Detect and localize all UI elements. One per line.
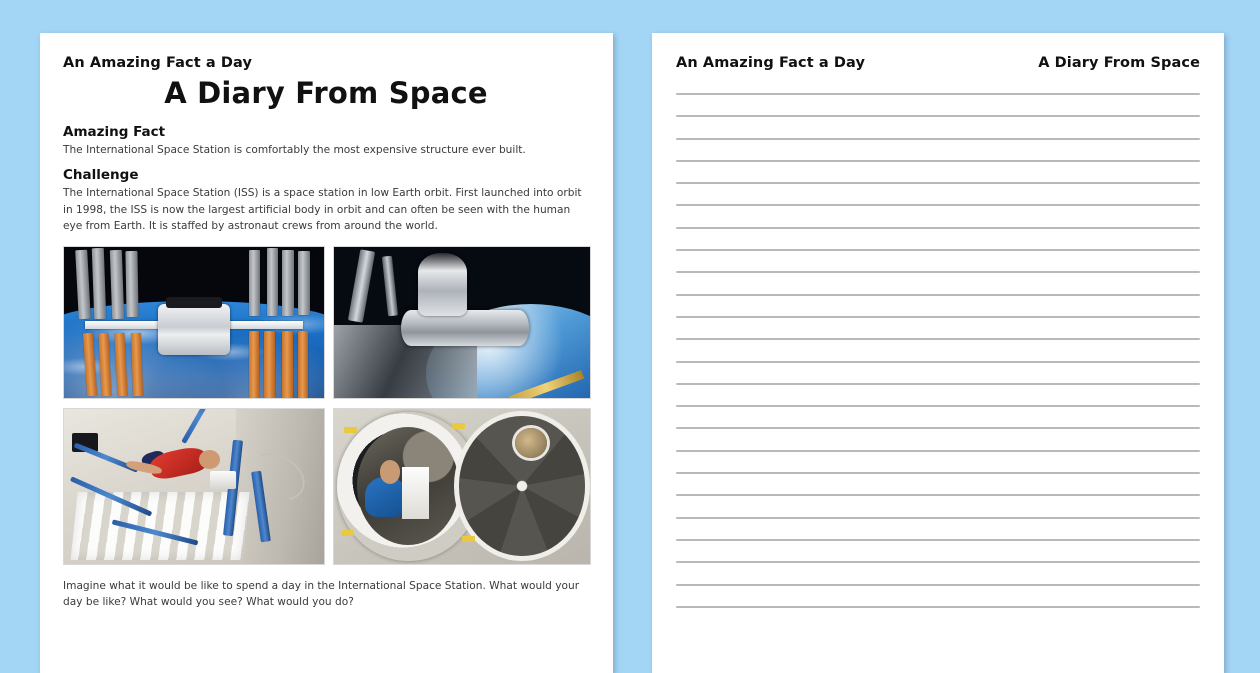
solar-panel-dark-2 <box>91 248 105 319</box>
writing-line <box>676 584 1200 586</box>
writing-line <box>676 294 1200 296</box>
solar-panel-dark-4 <box>126 251 139 318</box>
astronaut-red-shirt-photo <box>63 408 325 565</box>
writing-line <box>676 472 1200 474</box>
writing-line <box>676 517 1200 519</box>
white-cargo-box <box>210 471 236 490</box>
writing-line <box>676 539 1200 541</box>
writing-line <box>676 204 1200 206</box>
iss-module-closeup-photo <box>333 246 591 399</box>
writing-line <box>676 138 1200 140</box>
pressurized-module <box>401 310 529 346</box>
iss-over-earth-photo <box>63 246 325 399</box>
solar-panel-dark-3 <box>110 249 124 319</box>
solar-panel-orange-6 <box>264 331 274 397</box>
writing-line <box>676 361 1200 363</box>
solar-panel-orange-4 <box>130 333 143 397</box>
writing-line <box>676 227 1200 229</box>
page-title: A Diary From Space <box>164 76 488 110</box>
left-page-content <box>40 33 613 610</box>
writing-line <box>676 405 1200 407</box>
astronaut-hatch-photo <box>333 408 591 565</box>
writing-line <box>676 450 1200 452</box>
right-page-header <box>676 55 1200 71</box>
yellow-marker-3 <box>342 530 355 536</box>
cargo-floor-stowage <box>71 492 250 560</box>
writing-line <box>676 561 1200 563</box>
writing-line <box>676 160 1200 162</box>
challenge-heading: Challenge <box>63 167 139 184</box>
writing-line <box>676 383 1200 385</box>
right-page-title: A Diary From Space <box>1038 55 1200 71</box>
white-equipment-panel <box>402 467 429 519</box>
right-page-content <box>652 33 1224 608</box>
yellow-marker-4 <box>462 536 475 542</box>
writing-line <box>676 249 1200 251</box>
writing-line <box>676 316 1200 318</box>
worksheet-page-right <box>652 33 1224 673</box>
yellow-marker-2 <box>452 423 465 429</box>
solar-panel-orange-5 <box>249 331 259 397</box>
solar-panel-dark-8 <box>298 251 310 314</box>
solar-panel-orange-8 <box>298 331 308 397</box>
writing-line <box>676 115 1200 117</box>
writing-line <box>676 271 1200 273</box>
worksheet-page-left <box>40 33 613 673</box>
writing-line <box>676 182 1200 184</box>
right-page-kicker: An Amazing Fact a Day <box>676 55 866 71</box>
solar-panel-dark-6 <box>267 248 279 316</box>
solar-panel-dark-7 <box>282 250 294 316</box>
amazing-fact-text: The International Space Station is comfortably the most expensive structure ever built. <box>63 144 526 156</box>
amazing-fact-heading: Amazing Fact <box>63 124 166 140</box>
writing-line <box>676 338 1200 340</box>
solar-panel-orange-7 <box>282 331 292 397</box>
writing-line <box>676 93 1200 95</box>
docking-node <box>418 253 467 316</box>
writing-prompt-text: Imagine what it would be like to spend a day in the International Space Station. What would your day be like? What would you see? What would you do? <box>63 579 580 609</box>
writing-line <box>676 427 1200 429</box>
hatch-door <box>459 416 584 556</box>
photo-grid <box>63 246 589 565</box>
solar-panel-dark-5 <box>249 250 261 316</box>
left-page-kicker: An Amazing Fact a Day <box>63 55 253 71</box>
yellow-marker-1 <box>344 427 357 433</box>
challenge-text: The International Space Station (ISS) is a space station in low Earth orbit. First launched into orbit in 1998, the ISS is now the largest artificial body in orbit and can often be seen with the human eye from Earth. It is staffed by astronaut crews from around the world. <box>63 187 582 233</box>
astronaut-head <box>380 460 400 484</box>
iss-core-modules <box>158 304 231 355</box>
writing-line <box>676 606 1200 608</box>
hatch-window <box>515 428 548 459</box>
hatch-interior-view <box>357 427 459 545</box>
writing-lines-area <box>676 93 1200 608</box>
astronaut-head <box>199 450 220 469</box>
writing-line <box>676 494 1200 496</box>
